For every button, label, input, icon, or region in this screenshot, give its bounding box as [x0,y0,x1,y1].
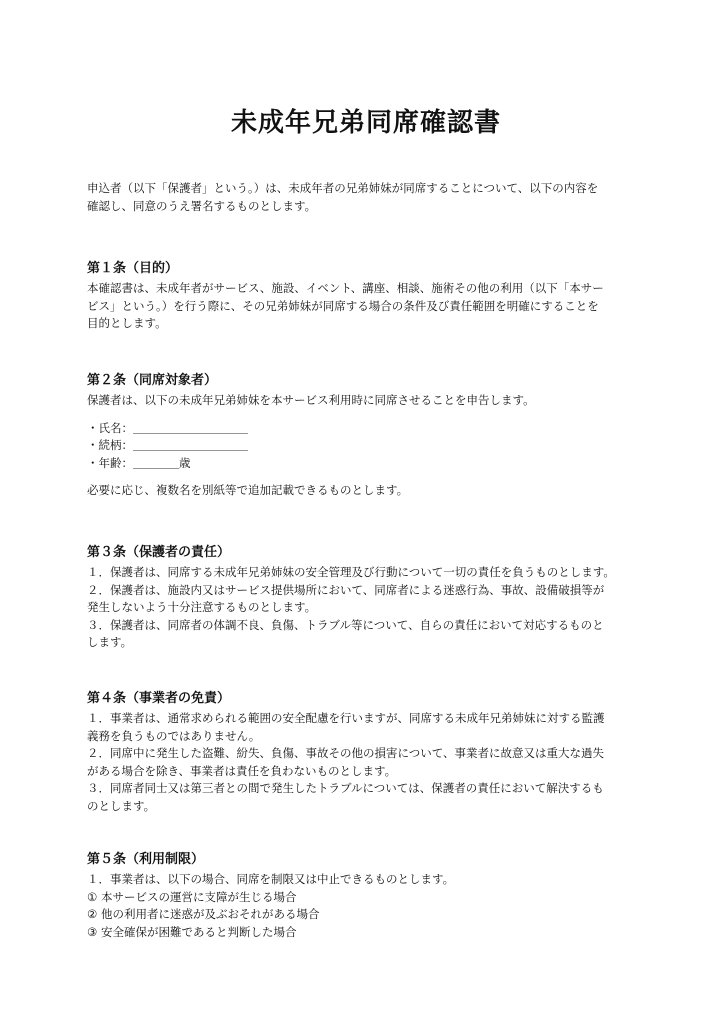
article-2 [87,372,645,500]
article-2-gap-1 [87,410,645,420]
article-5 [87,851,645,941]
article-1-body: 本確認書は、未成年者がサービス、施設、イベント、講座、相談、施術その他の利用（以下「本サー ビス」という。）を行う際に、その兄弟姉妹が同席する場合の条件及び責任範囲を明確にすることを 目的とします。 [87,281,604,330]
article-3-body: １．保護者は、同席する未成年兄弟姉妹の安全管理及び行動について一切の責任を負うものとします。 ２．保護者は、施設内又はサービス提供場所において、同席者による迷惑行為、事故、設備破損等が 発生しないよう十分注意するものとします。 ３．保護者は、同席者の体調不良、負傷、トラブル等について、自らの責任において対応するものと します。 [87,565,615,649]
article-1-heading: 第１条（目的） [87,261,179,276]
article-4 [87,690,645,815]
article-1 [87,260,645,333]
document-intro: 申込者（以下「保護者」という。）は、未成年者の兄弟姉妹が同席することについて、以下の内容を 確認し、同意のうえ署名するものとします。 [87,181,599,213]
article-2-note: 必要に応じ、複数名を別紙等で追加記載できるものとします。 [87,483,409,497]
article-5-heading: 第５条（利用制限） [87,852,205,867]
article-2-heading: 第２条（同席対象者） [87,373,218,388]
document-title: 未成年兄弟同席確認書 [230,108,501,138]
article-2-body: 保護者は、以下の未成年兄弟姉妹を本サービス利用時に同席させることを申告します。 [87,393,535,407]
article-3-heading: 第３条（保護者の責任） [87,545,231,560]
article-4-body: １．事業者は、通常求められる範囲の安全配慮を行いますが、同席する未成年兄弟姉妹に対する監護 義務を負うものではありません。 ２．同席中に発生した盗難、紛失、負傷、事故その他の損害について、事業者に故意又は重大な過失 がある場合を除き、事業者は責任を負わないものとします。 ３．同席者同士又は第三者との間で発生したトラブルについては、保護者の責任において解決するも のとします。 [87,711,605,813]
article-4-heading: 第４条（事業者の免責） [87,691,231,706]
article-3 [87,544,645,652]
article-5-body: １．事業者は、以下の場合、同席を制限又は中止できるものとします。 ① 本サービスの運営に支障が生じる場合 ② 他の利用者に迷惑が及ぶおそれがある場合 ③ 安全確保が困難であると判断した場合 [87,872,455,939]
article-2-gap-2 [87,472,645,482]
article-2-list: ・氏名：＿＿＿＿＿＿＿＿＿＿ ・続柄：＿＿＿＿＿＿＿＿＿＿ ・年齢：＿＿＿＿歳 [87,420,248,470]
